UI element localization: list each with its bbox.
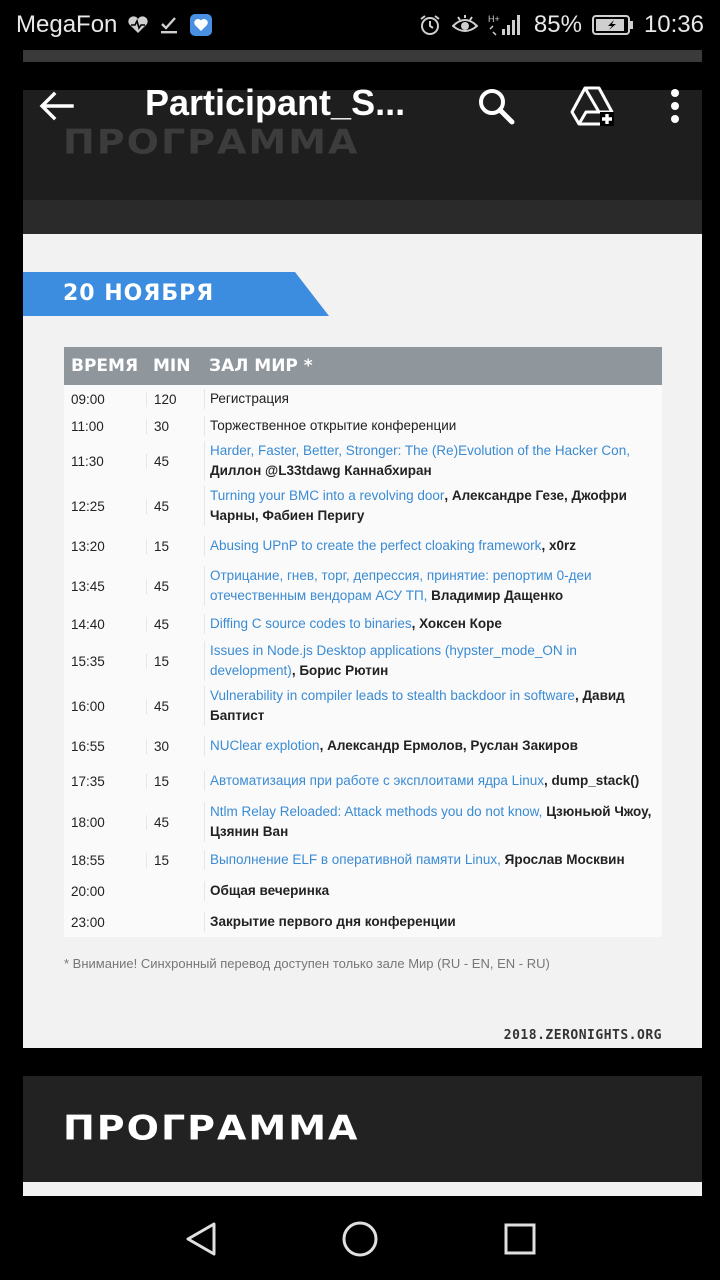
- row-duration: 45: [146, 579, 204, 594]
- speaker-names: , Борис Рютин: [291, 663, 389, 678]
- row-title: [204, 614, 662, 634]
- speaker-names: , Александре Гезе, Джофри Чарны, Фабиен Перигу: [210, 488, 627, 523]
- session-title: Регистрация: [210, 391, 289, 406]
- row-time: 11:30: [71, 453, 104, 469]
- table-row: [64, 385, 662, 413]
- document-viewer[interactable]: [0, 50, 720, 1196]
- speaker-names: , Александр Ермолов, Руслан Закиров: [319, 738, 578, 753]
- speaker-names: Диллон @L33tdawg Каннабхиран: [210, 463, 432, 478]
- header-time: ВРЕМЯ: [71, 356, 139, 376]
- carrier-name: MegaFon: [16, 11, 118, 38]
- row-duration: 15: [146, 853, 204, 868]
- heart-pulse-icon: [127, 15, 149, 35]
- table-row: [64, 799, 662, 845]
- table-row: [64, 563, 662, 609]
- row-time: 17:35: [71, 773, 105, 789]
- speaker-names: , x0rz: [541, 538, 576, 553]
- talk-link[interactable]: Harder, Faster, Better, Stronger: The (Re)Evolution of the Hacker Con,: [210, 443, 630, 458]
- row-title: [204, 686, 662, 726]
- signal-icon: [488, 13, 524, 37]
- status-right: [418, 11, 704, 39]
- row-time: 15:35: [71, 653, 105, 669]
- more-options-button[interactable]: [655, 80, 695, 132]
- row-time: 14:40: [71, 616, 105, 632]
- row-time: 18:55: [71, 852, 105, 868]
- session-title: Закрытие первого дня конференции: [210, 914, 456, 929]
- row-time: 16:00: [71, 698, 105, 714]
- row-title: [204, 736, 662, 756]
- square-recents-icon: [503, 1222, 537, 1256]
- table-row: [64, 483, 662, 529]
- talk-link[interactable]: Vulnerability in compiler leads to stealth backdoor in software: [210, 688, 575, 703]
- more-vert-icon: [669, 88, 681, 124]
- next-document-page: [23, 1076, 702, 1196]
- row-title: [204, 771, 662, 791]
- row-time: 13:20: [71, 538, 105, 554]
- table-row: [64, 763, 662, 799]
- table-row: [64, 875, 662, 907]
- clock-time: 10:36: [643, 11, 704, 38]
- talk-link[interactable]: Ntlm Relay Reloaded: Attack methods you do not know,: [210, 804, 543, 819]
- talk-link[interactable]: Diffing C source codes to binaries: [210, 616, 412, 631]
- row-duration: 45: [146, 454, 204, 469]
- navigation-bar: [0, 1196, 720, 1280]
- row-title: [204, 641, 662, 681]
- speaker-names: , dump_stack(): [543, 773, 640, 788]
- table-row: [64, 439, 662, 483]
- row-duration: 45: [146, 699, 204, 714]
- row-time: 09:00: [71, 391, 105, 407]
- session-title: Общая вечеринка: [210, 883, 330, 898]
- battery-percent: 85%: [533, 11, 582, 38]
- row-title: [204, 802, 662, 842]
- schedule-table: [64, 347, 662, 937]
- table-header: [64, 347, 662, 385]
- schedule-sheet: [23, 234, 702, 1048]
- check-download-icon: [159, 15, 179, 35]
- add-to-drive-button[interactable]: [565, 80, 621, 132]
- row-time: 16:55: [71, 738, 105, 754]
- speaker-names: , Хоксен Коре: [411, 616, 502, 631]
- table-row: [64, 683, 662, 729]
- document-page: [23, 90, 702, 1048]
- eye-icon: [452, 14, 478, 36]
- speaker-names: , Давид Баптист: [210, 688, 625, 723]
- row-title: [204, 850, 662, 870]
- date-label: 20 НОЯБРЯ: [63, 281, 215, 306]
- header-hall: ЗАЛ МИР *: [209, 356, 313, 376]
- table-row: [64, 609, 662, 639]
- nav-home-button[interactable]: [337, 1216, 383, 1262]
- row-title: [204, 566, 662, 606]
- row-duration: 30: [146, 739, 204, 754]
- talk-link[interactable]: NUClear explotion: [210, 738, 320, 753]
- row-duration: 120: [146, 392, 204, 407]
- row-duration: 15: [146, 654, 204, 669]
- back-button[interactable]: [32, 82, 80, 130]
- document-title: Participant_S...: [145, 82, 406, 123]
- talk-link[interactable]: Turning your BMC into a revolving door: [210, 488, 445, 503]
- site-url: 2018.ZERONIGHTS.ORG: [503, 1028, 662, 1043]
- next-page-heading: ПРОГРАММА: [63, 1108, 360, 1148]
- row-duration: 45: [146, 815, 204, 830]
- nav-recents-button[interactable]: [497, 1216, 543, 1262]
- app-notification-icon: [189, 13, 213, 37]
- nav-back-button[interactable]: [178, 1216, 224, 1262]
- next-sheet-edge: [23, 1182, 702, 1196]
- triangle-back-icon: [184, 1221, 218, 1257]
- row-title: [204, 441, 662, 481]
- talk-link[interactable]: Issues in Node.js Desktop applications (hypster_mode_ON in development): [210, 643, 577, 678]
- status-bar: [0, 0, 720, 50]
- table-row: [64, 907, 662, 937]
- table-row: [64, 529, 662, 563]
- arrow-left-icon: [38, 90, 74, 122]
- row-title: [204, 389, 662, 409]
- row-title: [204, 536, 662, 556]
- row-title: [204, 416, 662, 436]
- row-title: [204, 912, 662, 932]
- row-title: [204, 486, 662, 526]
- speaker-names: Цзюньюй Чжоу, Цзянин Ван: [210, 804, 652, 839]
- alarm-icon: [418, 13, 442, 37]
- row-duration: 45: [146, 617, 204, 632]
- battery-icon: [592, 14, 634, 36]
- header-min: MIN: [153, 356, 191, 376]
- row-duration: 15: [146, 539, 204, 554]
- search-icon: [476, 86, 516, 126]
- status-left: [16, 11, 213, 39]
- row-time: 23:00: [71, 914, 105, 930]
- row-time: 12:25: [71, 498, 105, 514]
- circle-home-icon: [341, 1220, 379, 1258]
- app-bar: [0, 62, 720, 148]
- page-heading: ПРОГРАММА: [63, 122, 360, 162]
- row-time: 11:00: [71, 418, 104, 434]
- speaker-names: Владимир Дащенко: [427, 588, 564, 603]
- header-band: [23, 200, 702, 234]
- table-row: [64, 413, 662, 439]
- drive-add-icon: [570, 86, 616, 126]
- session-title: Торжественное открытие конференции: [210, 418, 457, 433]
- talk-link[interactable]: Abusing UPnP to create the perfect cloaking framework: [210, 538, 542, 553]
- row-time: 20:00: [71, 883, 105, 899]
- previous-page-edge: [23, 50, 702, 62]
- row-time: 13:45: [71, 578, 105, 594]
- talk-link[interactable]: Отрицание, гнев, торг, депрессия, принятие: репортим 0-деи отечественным вендорам АСУ ТП,: [210, 568, 592, 603]
- row-duration: 30: [146, 419, 204, 434]
- table-row: [64, 845, 662, 875]
- row-time: 18:00: [71, 814, 105, 830]
- row-title: [204, 881, 662, 901]
- svg-text:H+: H+: [487, 14, 500, 24]
- talk-link[interactable]: Выполнение ELF в оперативной памяти Linux,: [210, 852, 501, 867]
- table-body: [64, 385, 662, 937]
- footnote: * Внимание! Синхронный перевод доступен только зале Мир (RU - EN, EN - RU): [64, 956, 550, 971]
- table-row: [64, 729, 662, 763]
- row-duration: 45: [146, 499, 204, 514]
- search-button[interactable]: [470, 80, 522, 132]
- speaker-names: Ярослав Москвин: [500, 852, 625, 867]
- talk-link[interactable]: Автоматизация при работе с эксплоитами ядра Linux: [210, 773, 544, 788]
- table-row: [64, 639, 662, 683]
- row-duration: 15: [146, 774, 204, 789]
